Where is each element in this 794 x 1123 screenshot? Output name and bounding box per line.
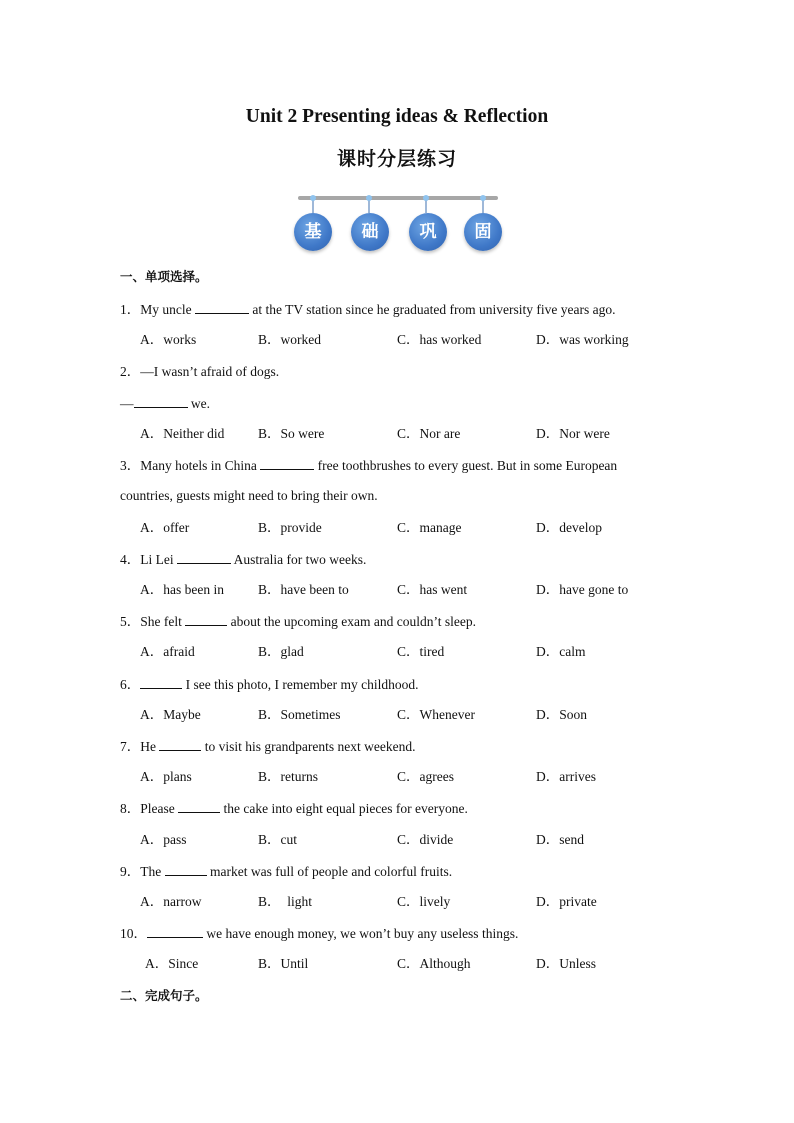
option-d: D．Soon — [536, 707, 588, 722]
option-a: A．Neither did — [140, 426, 225, 441]
answer-blank[interactable] — [159, 737, 201, 751]
section-banner — [294, 192, 500, 254]
answer-blank[interactable] — [134, 394, 188, 408]
banner-dot — [423, 195, 429, 201]
option-c: C．has went — [397, 582, 468, 597]
option-b: B．provide — [258, 520, 322, 535]
answer-blank[interactable] — [147, 924, 203, 938]
option-c: C．tired — [397, 644, 445, 659]
options-6 — [0, 706, 794, 724]
option-d: D．send — [536, 832, 584, 847]
option-c: C．Whenever — [397, 707, 475, 722]
options-8 — [0, 831, 794, 849]
option-c: C．Nor are — [397, 426, 461, 441]
option-a: A．afraid — [140, 644, 195, 659]
banner-pin — [312, 199, 314, 213]
options-2 — [0, 425, 794, 443]
option-c: C．Although — [397, 956, 471, 971]
option-b: B．cut — [258, 832, 298, 847]
option-b: B．have been to — [258, 582, 349, 597]
answer-blank[interactable] — [140, 675, 182, 689]
question-5: 5．She felt about the upcoming exam and couldn’t sleep. — [120, 614, 476, 629]
banner-dot — [366, 195, 372, 201]
option-a: A．works — [140, 332, 197, 347]
option-a: A．has been in — [140, 582, 224, 597]
question-2: 2．—I wasn’t afraid of dogs. — [120, 364, 280, 379]
banner-bar — [298, 196, 498, 200]
option-d: D．private — [536, 894, 597, 909]
banner-dot — [310, 195, 316, 201]
option-b: B．glad — [258, 644, 304, 659]
option-a: A．Since — [145, 956, 199, 971]
option-d: D．was working — [536, 332, 629, 347]
option-b: B． light — [258, 894, 313, 909]
option-c: C．divide — [397, 832, 454, 847]
options-9 — [0, 893, 794, 911]
badge-gu: 固 — [464, 213, 502, 251]
answer-blank[interactable] — [195, 300, 249, 314]
answer-blank[interactable] — [178, 799, 220, 813]
options-5 — [0, 643, 794, 661]
options-10 — [0, 955, 794, 973]
question-3: 3．Many hotels in China free toothbrushes to every guest. But in some European — [120, 458, 618, 473]
question-4: 4．Li Lei Australia for two weeks. — [120, 552, 367, 567]
answer-blank[interactable] — [185, 612, 227, 626]
option-a: A．narrow — [140, 894, 202, 909]
badge-ji: 基 — [294, 213, 332, 251]
option-d: D．have gone to — [536, 582, 629, 597]
options-1 — [0, 331, 794, 349]
option-a: A．pass — [140, 832, 187, 847]
option-c: C．manage — [397, 520, 462, 535]
option-c: C．has worked — [397, 332, 482, 347]
option-d: D．arrives — [536, 769, 596, 784]
question-3-continued: countries, guests might need to bring their own. — [120, 488, 378, 503]
options-7 — [0, 768, 794, 786]
question-9: 9．The market was full of people and colorful fruits. — [120, 864, 453, 879]
banner-pin — [425, 199, 427, 213]
option-a: A．plans — [140, 769, 192, 784]
option-b: B．returns — [258, 769, 319, 784]
option-d: D．Unless — [536, 956, 596, 971]
question-6: 6． I see this photo, I remember my childhood. — [120, 677, 419, 692]
option-b: B．Sometimes — [258, 707, 341, 722]
banner-pin — [368, 199, 370, 213]
options-4 — [0, 581, 794, 599]
question-1: 1．My uncle at the TV station since he graduated from university five years ago. — [120, 302, 616, 317]
answer-blank[interactable] — [260, 456, 314, 470]
option-d: D．develop — [536, 520, 602, 535]
question-2-response: — we. — [120, 396, 210, 411]
answer-blank[interactable] — [177, 550, 231, 564]
banner-pin — [482, 199, 484, 213]
section-heading-single-choice: 一、单项选择。 — [120, 269, 208, 284]
options-3 — [0, 519, 794, 537]
option-d: D．Nor were — [536, 426, 610, 441]
section-heading-complete-sentences: 二、完成句子。 — [120, 988, 208, 1003]
option-d: D．calm — [536, 644, 586, 659]
badge-chu: 础 — [351, 213, 389, 251]
badge-gong: 巩 — [409, 213, 447, 251]
option-b: B．worked — [258, 332, 322, 347]
question-10: 10． we have enough money, we won’t buy any useless things. — [120, 926, 519, 941]
option-a: A．offer — [140, 520, 190, 535]
page-subtitle: 课时分层练习 — [336, 148, 457, 170]
option-c: C．agrees — [397, 769, 454, 784]
page-title: Unit 2 Presenting ideas & Reflection — [245, 106, 549, 127]
question-7: 7．He to visit his grandparents next weekend. — [120, 739, 416, 754]
option-b: B．Until — [258, 956, 309, 971]
question-8: 8．Please the cake into eight equal pieces for everyone. — [120, 801, 468, 816]
option-c: C．lively — [397, 894, 451, 909]
option-a: A．Maybe — [140, 707, 201, 722]
answer-blank[interactable] — [165, 862, 207, 876]
banner-dot — [480, 195, 486, 201]
option-b: B．So were — [258, 426, 325, 441]
